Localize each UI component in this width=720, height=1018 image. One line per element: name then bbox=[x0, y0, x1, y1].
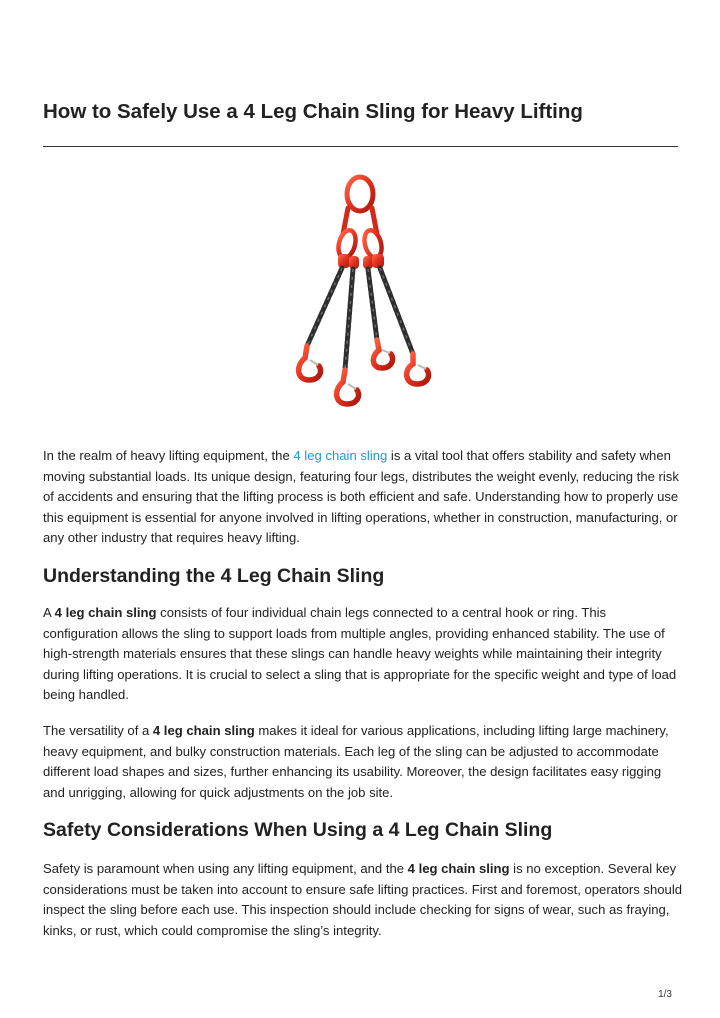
section1-paragraph-1: A 4 leg chain sling consists of four individual chain legs connected to a central hook or ring. This configuration allows the sling to support loads from multiple angles, providing enhanced stability. The use of high-strength materials ensures that these slings can handle heavy weights while maintaining their integrity during lifting operations. It is crucial to select a sling that is appropriate for the specific weight and type of load being handled. bbox=[43, 605, 677, 703]
title-divider bbox=[43, 146, 678, 147]
page-title: How to Safely Use a 4 Leg Chain Sling for Heavy Lifting bbox=[43, 100, 583, 123]
chain-sling-image bbox=[285, 174, 435, 410]
sling-link[interactable]: 4 leg chain sling bbox=[293, 448, 388, 463]
intro-paragraph: In the realm of heavy lifting equipment, the 4 leg chain sling is a vital tool that offers stability and safety when moving substantial loads. Its unique design, featuring four legs, distributes the weight evenly, reducing the risk of accidents and ensuring that the lifting process is both efficient and safe. Understanding how to properly use this equipment is essential for anyone involved in lifting operations, whether in construction, manufacturing, or any other industry that requires heavy lifting. bbox=[43, 448, 679, 546]
section2-paragraph-1: Safety is paramount when using any lifting equipment, and the 4 leg chain sling is no exception. Several key considerations must be taken into account to ensure safe lifting practices. First and foremost, operators should inspect the sling before each use. This inspection should include checking for signs of wear, such as fraying, kinks, or rust, which could compromise the sling’s integrity. bbox=[43, 861, 683, 938]
section-heading-safety: Safety Considerations When Using a 4 Leg Chain Sling bbox=[43, 819, 553, 841]
page-number: 1/3 bbox=[658, 989, 672, 1000]
section-heading-understanding: Understanding the 4 Leg Chain Sling bbox=[43, 565, 385, 587]
section1-paragraph-2: The versatility of a 4 leg chain sling makes it ideal for various applications, including lifting large machinery, heavy equipment, and bulky construction materials. Each leg of the sling can be adjusted to accommodate different load shapes and sizes, further enhancing its usability. Moreover, the design facilitates easy rigging and unrigging, allowing for quick adjustments on the job site. bbox=[43, 723, 669, 800]
